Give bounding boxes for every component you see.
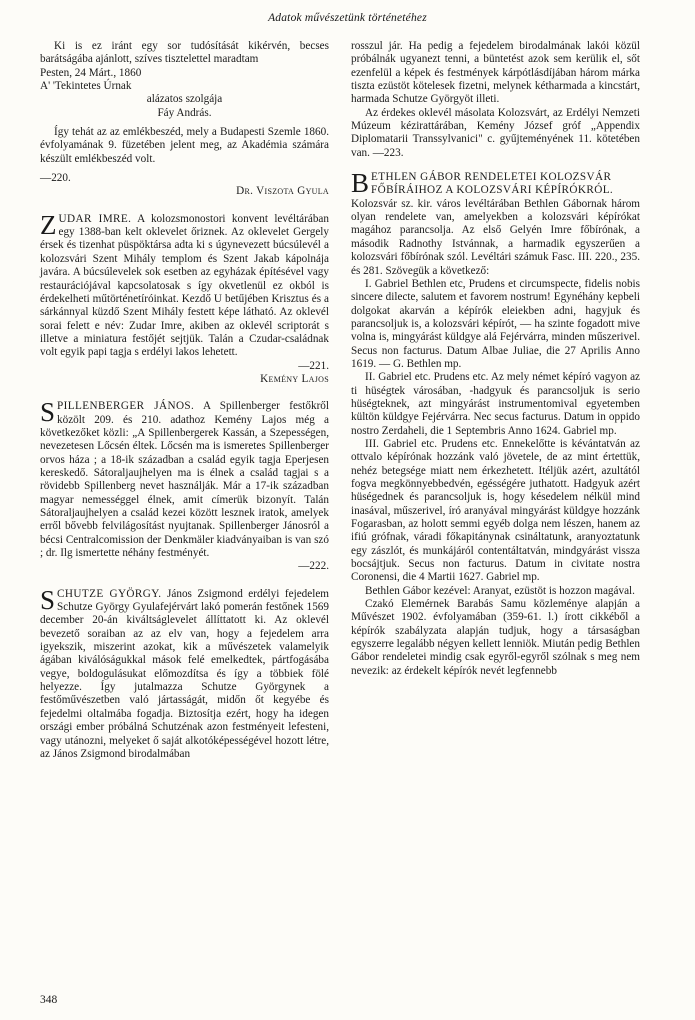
article-body-spillenberger: A Spillenberger festőkről közölt 209. és 210. adathoz Kemény Lajos még a következőket közli: „A Spillenbergerek Kassán, a Szepességen, nevezetesen Lőcsén éltek. Lőcsén ma is ismeretes Spillenberger orvos háza ; a 18-ik században a család egyik tagja Eperjesen kereskedő. Sátoraljaujhelyen ma is élnek a család tagjai s a rövidebb Spillenberg nevet használják. Már a 17-ik században magyar nemességgel élnek, amit címerük bizonyít. Talán Sátoraljaujhelyen a család kezei között lesznek iratok, amelyek erről bővebb felvilágosítást nyujtanak. Spillenberger Jánosról a bécsi Centralcomission der Denkmäler kiadványaiban is van szó ; dr. Ilg ismertette néhány festményét. [40, 400, 329, 560]
right-column [351, 40, 640, 970]
article-title-schutze: CHUTZE GYÖRGY. [57, 587, 162, 600]
dropcap-s-2: S [40, 584, 56, 615]
schutze-continuation: rosszul jár. Ha pedig a fejedelem birodalmának lakói közül próbálnák ugyanezt tenni, a büntetést azok sem kerülik el, sőt ezenfelül a képek és festmények kárpótlásdíjában három márka tiszta ezüstöt kötelesek fizetni, melynek kétharmada a kincstárt, harmada Schutze Györgyöt illeti. [351, 40, 640, 106]
article-bethlen-title [351, 168, 640, 199]
letter-note: Így tehát az az emlékbeszéd, mely a Budapesti Szemle 1860. évfolyamának 9. füzetében jelent meg, az Akadémia számára készült emlékbeszéd volt. [40, 126, 329, 165]
article-title-bethlen-line2: FŐBÍRÁIHOZ A KOLOZSVÁRI KÉPÍRÓKRÓL. [371, 184, 614, 197]
letter-signature: Fáy András. [157, 106, 212, 119]
bethlen-decree-2: II. Gabriel etc. Prudens etc. Az mely német képíró vagyon az ti hüségtek városában, -hadgyuk és parancsoljuk is serio hüségteknek, azt mingyárást instrumentomival egyetemben kültön küldgye Fejérvárra. Nec secus facturus. Datum in oppido nostro Zerdaheli, die 1 Septembris Anno 1624. Gabriel mp. [351, 371, 640, 437]
letter-closing: alázatos szolgája [146, 93, 223, 106]
bethlen-decree-3: III. Gabriel etc. Prudens etc. Ennekelőtte is kévántatván az ottvalo képírónak hozzánk való jövetele, de az mint értettük, nehéz betegsége miatt nem érkezhetett. Itéljük azért, azultától fogva megkönnyebbedvén, egésségére juthatott. Hadgyuk azért hüségednek és parancsoljuk is, hogy késedelem nélkül mind inasával, műszerivel, író aranyával mingyárást küldgye hozzánk Fogarasban, az holott semmi egyéb dolga nem lészen, hanem az ifiú grófnak, váradi főkapitánynak csináltatunk, aranyoztatunk egy zászlót, és munkájáról contentáltatván, mindgyárást vissza bocsájtjuk. Secus non facturus. Datum in civitate nostra Coronensi, die 4 Martii 1627. Gabriel mp. [351, 437, 640, 584]
page-number: 348 [40, 994, 58, 1006]
article-body-zudar: A kolozsmonostori konvent levéltárában egy 1388-ban kelt oklevelet őriznek. Az oklevelet Gergely érsek és tizenhat püspöktársa adta ki s úgynevezett búcsúlevél a kolozsvári Szent Mihály templom és Szent Jakab kápolnája javára. A búcsúlevelek sok esetben az egyházak építésével vagy restaurációjával kapcsolatosak s így okvetlenül ez okból is érdekelheti műtörténetíróinkat. Kezdő U betűjében Krisztus és a sárkánnyal küzdő Szent Mihály festett képe látható. Az oklevél sorai felett e név: Zudar Imre, akiben az oklevél scriptorát s illetve a miniatura festőjét sejtjük. Talán a Czudar-családnak volt egyik papi tagja s erdélyi lakos lehetett. [40, 212, 329, 359]
article-body-schutze: János Zsigmond erdélyi fejedelem Schutze György Gyulafejérvárt lakó pomerán festőnek 1569 december 20-án kiváltságlevelet állíttatott ki. Az oklevél bevezető soraiban az az elv van, hogy a fejedelem arra igyekszik, miszerint azokat, kik a művészetek valamelyik ágában kiválóságukkal mások felé emelkedtek, pártfogásába vegye, boldogulásukat előmozdítsa és így a többiek fölé helyezze. Így jutalmazza Schutze Györgynek a festőművészetben való jártasságát, midőn őt kegyébe és fejedelmi oltalmába fogadja. Biztosítja ezért, hogy ha idegen országi ember próbálná Schutzénak azon festményeit lefesteni, vagy utánozni, melyeket ő saját alkotóképességével hozott létre, az János Zsigmond birodalmában [40, 587, 329, 760]
schutze-source-note: Az érdekes oklevél másolata Kolozsvárt, az Erdélyi Nemzeti Múzeum kézirattárában, Kemény József gróf „Appendix Diplomatarii Transsylvanici" c. gyűjteményének 11. kötetében van. —223. [351, 106, 640, 159]
letter-place-date: Pesten, 24 Márt., 1860 [40, 66, 142, 79]
dropcap-z: Z [40, 209, 57, 240]
article-spillenberger [40, 397, 329, 560]
dropcap-b: B [351, 168, 370, 199]
entry-number-222: —222. [298, 560, 329, 573]
author-signature-kemeny-1: Kemény Lajos [260, 372, 329, 385]
letter-addressee: A' 'Tekintetes Úrnak [40, 80, 132, 93]
article-schutze [40, 584, 329, 761]
bethlen-intro: Kolozsvár sz. kir. város levéltárában Bethlen Gábornak három olyan rendelete van, amelyekben a kolozsvári képírókat magához parancsolja. Az első Gelyén Imre főbírónak, a második Radnothy Istvánnak, a harmadik egyszerűen a kolozsvári főbírónak szól. Levéltári számuk Fasc. III. 220., 235. és 281. Szövegük a következő: [351, 197, 640, 277]
author-signature-viszota: Dr. Viszota Gyula [236, 185, 329, 198]
bethlen-decree-1: I. Gabriel Bethlen etc, Prudens et circumspecte, fidelis nobis sincere dilecte, salutem et favorem nostrum! Egynéhány kepbeli dolgokat akarván a képírók eleiekben adni, hagyjuk és parancsoljuk is, a kolozsvári képírót, — ha szinte fogadott mive volna is, mingyárást küldgye alá Fejérvárra, minden műszerivel. Secus non facturus. Datum Albae Juliae, die 27 Aprilis Anno 1619. — G. Bethlen mp. [351, 277, 640, 370]
entry-number-221: —221. [298, 359, 329, 372]
article-title-zudar: UDAR IMRE. [58, 212, 132, 225]
dropcap-s-1: S [40, 397, 56, 428]
left-column [40, 40, 329, 970]
running-head: Adatok művészetünk történetéhez [268, 12, 427, 24]
article-title-spillenberger: PILLENBERGER JÁNOS. [57, 400, 195, 413]
bethlen-final-note: Czakó Elemérnek Barabás Samu közleménye alapján a Művészet 1902. évfolyamában (359-61. l.) írott cikkéből a képírók szabályzata alapján tudjuk, hogy a társaságban egyszerre legalább négyen kellett lenniök. Miután pedig Bethlen Gábor rendeletei mindig csak egyről-egyről szólnak s meg nem nevezik: az érdekelt képírók nevét legfennebb [351, 598, 640, 677]
bethlen-closing-note: Bethlen Gábor kezével: Aranyat, ezüstöt is hozzon magával. [365, 584, 635, 597]
article-title-bethlen-line1: ETHLEN GÁBOR RENDELETEI KOLOZSVÁR [371, 171, 612, 184]
entry-number-220: —220. [40, 172, 71, 185]
two-column-layout [0, 40, 695, 970]
article-zudar-imre [40, 209, 329, 360]
letter-paragraph: Ki is ez iránt egy sor tudósítását kikérvén, becses barátságába ajánlott, szíves tisztelettel maradtam [40, 40, 329, 66]
